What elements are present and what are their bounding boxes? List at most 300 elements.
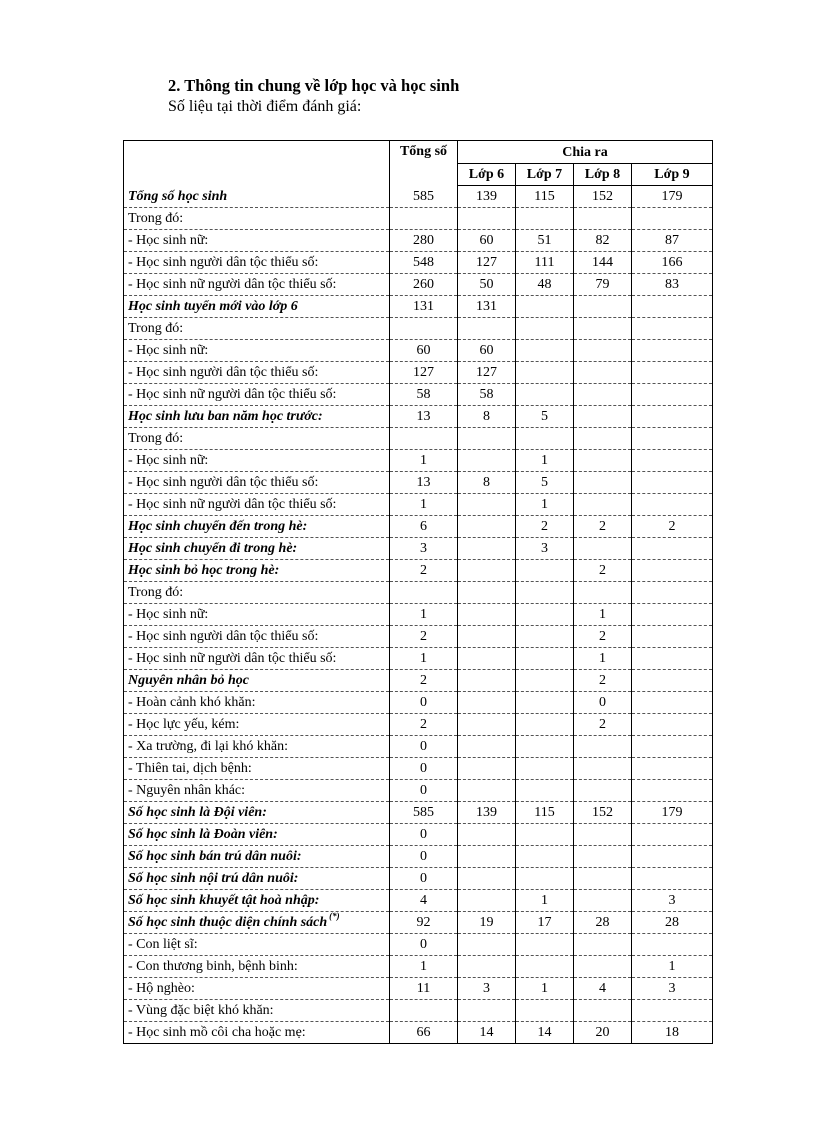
grade-value-cell <box>632 846 713 868</box>
header-total: Tổng số <box>390 141 458 186</box>
table-row <box>124 1022 713 1044</box>
total-value-cell: 1 <box>390 494 458 516</box>
grade-value-cell: 60 <box>458 340 516 362</box>
row-label: - Học sinh người dân tộc thiểu số: <box>128 365 319 380</box>
total-value-cell: 131 <box>390 296 458 318</box>
grade-value-cell: 115 <box>516 186 574 208</box>
table-row <box>124 846 713 868</box>
grade-value-cell <box>632 296 713 318</box>
grade-value-cell <box>516 1000 574 1022</box>
grade-value-cell: 1 <box>516 450 574 472</box>
grade-value-cell: 50 <box>458 274 516 296</box>
grade-value-cell <box>574 934 632 956</box>
grade-value-cell <box>516 846 574 868</box>
row-label: - Học sinh nữ: <box>128 343 209 358</box>
row-label: Trong đó: <box>128 431 184 446</box>
row-label-cell <box>124 692 390 714</box>
grade-value-cell <box>458 560 516 582</box>
grade-value-cell: 5 <box>516 406 574 428</box>
grade-value-cell <box>516 362 574 384</box>
row-label-cell <box>124 1000 390 1022</box>
row-label: - Học sinh nữ người dân tộc thiểu số: <box>128 497 337 512</box>
row-label-cell <box>124 604 390 626</box>
total-value-cell <box>390 208 458 230</box>
total-value-cell: 548 <box>390 252 458 274</box>
table-row <box>124 736 713 758</box>
row-label: Nguyên nhân bỏ học <box>128 673 249 688</box>
row-label-cell <box>124 582 390 604</box>
grade-value-cell <box>574 340 632 362</box>
row-label-cell <box>124 186 390 208</box>
grade-value-cell <box>516 692 574 714</box>
grade-value-cell <box>574 538 632 560</box>
grade-value-cell <box>632 1000 713 1022</box>
grade-value-cell <box>516 824 574 846</box>
row-label-cell <box>124 340 390 362</box>
grade-value-cell: 1 <box>516 494 574 516</box>
grade-value-cell <box>632 428 713 450</box>
table-header <box>124 141 713 186</box>
grade-value-cell <box>574 824 632 846</box>
row-label: Học sinh lưu ban năm học trước: <box>128 409 323 424</box>
grade-value-cell: 115 <box>516 802 574 824</box>
row-label-cell <box>124 318 390 340</box>
row-label: Số học sinh là Đội viên: <box>128 805 267 820</box>
grade-value-cell: 19 <box>458 912 516 934</box>
row-label-cell <box>124 516 390 538</box>
table-row <box>124 802 713 824</box>
grade-value-cell <box>458 758 516 780</box>
header-grade-9: Lớp 9 <box>632 164 713 186</box>
total-value-cell: 58 <box>390 384 458 406</box>
grade-value-cell <box>574 406 632 428</box>
total-value-cell: 3 <box>390 538 458 560</box>
grade-value-cell <box>516 670 574 692</box>
grade-value-cell <box>574 1000 632 1022</box>
grade-value-cell: 127 <box>458 362 516 384</box>
grade-value-cell: 8 <box>458 406 516 428</box>
total-value-cell <box>390 428 458 450</box>
grade-value-cell: 14 <box>458 1022 516 1044</box>
grade-value-cell <box>574 736 632 758</box>
grade-value-cell <box>632 494 713 516</box>
grade-value-cell <box>516 582 574 604</box>
grade-value-cell: 28 <box>632 912 713 934</box>
row-label-cell <box>124 824 390 846</box>
table-row <box>124 384 713 406</box>
table-row <box>124 758 713 780</box>
grade-value-cell: 152 <box>574 802 632 824</box>
grade-value-cell <box>632 824 713 846</box>
grade-value-cell <box>574 450 632 472</box>
table-row <box>124 208 713 230</box>
grade-value-cell <box>574 384 632 406</box>
row-label: Học sinh tuyển mới vào lớp 6 <box>128 299 298 314</box>
grade-value-cell <box>574 428 632 450</box>
row-label-cell <box>124 758 390 780</box>
grade-value-cell: 4 <box>574 978 632 1000</box>
grade-value-cell: 51 <box>516 230 574 252</box>
grade-value-cell <box>516 428 574 450</box>
grade-value-cell <box>574 846 632 868</box>
total-value-cell: 0 <box>390 692 458 714</box>
grade-value-cell <box>458 846 516 868</box>
grade-value-cell: 2 <box>516 516 574 538</box>
total-value-cell <box>390 1000 458 1022</box>
total-value-cell: 585 <box>390 802 458 824</box>
total-value-cell: 127 <box>390 362 458 384</box>
row-label-cell <box>124 670 390 692</box>
table-row <box>124 890 713 912</box>
table-row <box>124 428 713 450</box>
grade-value-cell <box>632 692 713 714</box>
grade-value-cell <box>632 472 713 494</box>
grade-value-cell: 144 <box>574 252 632 274</box>
table-row <box>124 582 713 604</box>
grade-value-cell <box>632 626 713 648</box>
row-label-cell <box>124 736 390 758</box>
grade-value-cell: 3 <box>632 978 713 1000</box>
row-label-cell <box>124 230 390 252</box>
grade-value-cell <box>458 516 516 538</box>
grade-value-cell <box>458 648 516 670</box>
grade-value-cell <box>458 1000 516 1022</box>
row-label-cell <box>124 802 390 824</box>
grade-value-cell <box>516 868 574 890</box>
row-label-cell <box>124 1022 390 1044</box>
grade-value-cell <box>516 318 574 340</box>
grade-value-cell <box>516 648 574 670</box>
total-value-cell: 0 <box>390 758 458 780</box>
grade-value-cell <box>632 384 713 406</box>
grade-value-cell <box>458 494 516 516</box>
grade-value-cell <box>574 758 632 780</box>
grade-value-cell <box>458 208 516 230</box>
grade-value-cell: 3 <box>516 538 574 560</box>
grade-value-cell <box>632 582 713 604</box>
row-label: Tổng số học sinh <box>128 188 228 204</box>
header-grade-6: Lớp 6 <box>458 164 516 186</box>
grade-value-cell: 2 <box>574 560 632 582</box>
table-row <box>124 670 713 692</box>
row-label: - Học sinh người dân tộc thiểu số: <box>128 255 319 270</box>
grade-value-cell: 1 <box>632 956 713 978</box>
row-label-cell <box>124 934 390 956</box>
section-subtitle: Số liệu tại thời điểm đánh giá: <box>168 98 362 115</box>
grade-value-cell: 152 <box>574 186 632 208</box>
row-label-cell <box>124 648 390 670</box>
grade-value-cell: 179 <box>632 802 713 824</box>
grade-value-cell <box>574 582 632 604</box>
header-split: Chia ra <box>458 141 713 164</box>
row-label: - Học sinh nữ người dân tộc thiểu số: <box>128 277 337 292</box>
grade-value-cell <box>516 296 574 318</box>
grade-value-cell <box>458 450 516 472</box>
grade-value-cell <box>458 604 516 626</box>
total-value-cell: 0 <box>390 780 458 802</box>
grade-value-cell <box>458 934 516 956</box>
grade-value-cell <box>458 582 516 604</box>
grade-value-cell <box>458 956 516 978</box>
row-label: - Vùng đặc biệt khó khăn: <box>128 1003 274 1018</box>
total-value-cell: 4 <box>390 890 458 912</box>
grade-value-cell <box>458 780 516 802</box>
grade-value-cell <box>632 560 713 582</box>
table-row <box>124 450 713 472</box>
grade-value-cell: 14 <box>516 1022 574 1044</box>
total-value-cell: 66 <box>390 1022 458 1044</box>
row-label-cell <box>124 494 390 516</box>
row-label-cell <box>124 890 390 912</box>
table-row <box>124 186 713 208</box>
row-label-cell <box>124 868 390 890</box>
table-row <box>124 956 713 978</box>
grade-value-cell: 58 <box>458 384 516 406</box>
grade-value-cell <box>458 692 516 714</box>
grade-value-cell <box>632 406 713 428</box>
grade-value-cell <box>632 362 713 384</box>
table-row <box>124 868 713 890</box>
grade-value-cell <box>632 934 713 956</box>
grade-value-cell <box>516 934 574 956</box>
total-value-cell: 11 <box>390 978 458 1000</box>
total-value-cell <box>390 582 458 604</box>
row-label: Học sinh bỏ học trong hè: <box>128 563 280 578</box>
grade-value-cell <box>574 362 632 384</box>
grade-value-cell <box>632 868 713 890</box>
grade-value-cell <box>632 340 713 362</box>
row-label: - Học sinh nữ người dân tộc thiểu số: <box>128 651 337 666</box>
grade-value-cell: 82 <box>574 230 632 252</box>
grade-value-cell <box>632 538 713 560</box>
grade-value-cell: 8 <box>458 472 516 494</box>
row-label: - Học sinh nữ: <box>128 607 209 622</box>
grade-value-cell <box>516 340 574 362</box>
table-row <box>124 516 713 538</box>
row-label: - Hộ nghèo: <box>128 981 195 996</box>
grade-value-cell <box>516 714 574 736</box>
row-label-cell <box>124 912 390 934</box>
grade-value-cell: 87 <box>632 230 713 252</box>
grade-value-cell <box>516 208 574 230</box>
grade-value-cell <box>516 780 574 802</box>
table-body <box>124 186 713 1044</box>
row-label-cell <box>124 384 390 406</box>
row-label: - Xa trường, đi lại khó khăn: <box>128 739 289 754</box>
grade-value-cell: 2 <box>632 516 713 538</box>
table-row <box>124 648 713 670</box>
row-label: - Con thương binh, bệnh binh: <box>128 959 298 974</box>
grade-value-cell <box>632 670 713 692</box>
header-blank-cell <box>124 141 390 186</box>
row-label-cell <box>124 560 390 582</box>
row-label: - Nguyên nhân khác: <box>128 783 246 798</box>
row-label-cell <box>124 274 390 296</box>
table-row <box>124 494 713 516</box>
grade-value-cell <box>458 868 516 890</box>
grade-value-cell <box>458 736 516 758</box>
total-value-cell: 0 <box>390 824 458 846</box>
table-row <box>124 230 713 252</box>
row-label-cell <box>124 362 390 384</box>
table-row <box>124 296 713 318</box>
grade-value-cell: 139 <box>458 802 516 824</box>
grade-value-cell <box>574 472 632 494</box>
grade-value-cell <box>516 956 574 978</box>
row-label: Trong đó: <box>128 321 184 336</box>
row-label-cell <box>124 296 390 318</box>
table-row <box>124 1000 713 1022</box>
grade-value-cell: 1 <box>516 978 574 1000</box>
total-value-cell: 0 <box>390 868 458 890</box>
row-label: - Con liệt sĩ: <box>128 937 198 952</box>
header-grade-8: Lớp 8 <box>574 164 632 186</box>
row-label: - Học sinh mồ côi cha hoặc mẹ: <box>128 1025 306 1040</box>
table-row <box>124 626 713 648</box>
total-value-cell: 1 <box>390 450 458 472</box>
row-label: Học sinh chuyển đến trong hè: <box>128 519 308 534</box>
grade-value-cell: 139 <box>458 186 516 208</box>
grade-value-cell: 18 <box>632 1022 713 1044</box>
total-value-cell: 0 <box>390 846 458 868</box>
row-label-cell <box>124 406 390 428</box>
section-title: 2. Thông tin chung về lớp học và học sinh <box>168 76 460 95</box>
table-row <box>124 692 713 714</box>
row-label: - Học sinh nữ người dân tộc thiểu số: <box>128 387 337 402</box>
grade-value-cell: 2 <box>574 670 632 692</box>
table-row <box>124 274 713 296</box>
grade-value-cell <box>516 758 574 780</box>
total-value-cell: 6 <box>390 516 458 538</box>
table-row <box>124 406 713 428</box>
row-label-cell <box>124 956 390 978</box>
table-row <box>124 560 713 582</box>
grade-value-cell <box>574 956 632 978</box>
grade-value-cell <box>458 824 516 846</box>
grade-value-cell <box>632 648 713 670</box>
grade-value-cell <box>458 626 516 648</box>
row-label: Số học sinh là Đoàn viên: <box>128 827 278 842</box>
grade-value-cell <box>574 868 632 890</box>
row-label-cell <box>124 978 390 1000</box>
grade-value-cell <box>574 208 632 230</box>
grade-value-cell <box>458 714 516 736</box>
grade-value-cell <box>574 494 632 516</box>
row-label-cell <box>124 252 390 274</box>
grade-value-cell: 1 <box>574 604 632 626</box>
row-label: - Hoàn cảnh khó khăn: <box>128 695 256 710</box>
total-value-cell: 2 <box>390 560 458 582</box>
total-value-cell <box>390 318 458 340</box>
table-row <box>124 978 713 1000</box>
footnote-marker: (*) <box>329 911 340 921</box>
total-value-cell: 1 <box>390 648 458 670</box>
row-label: Số học sinh nội trú dân nuôi: <box>128 871 299 886</box>
row-label: - Học lực yếu, kém: <box>128 717 240 732</box>
total-value-cell: 1 <box>390 604 458 626</box>
grade-value-cell <box>516 604 574 626</box>
total-value-cell: 2 <box>390 626 458 648</box>
grade-value-cell: 0 <box>574 692 632 714</box>
row-label-cell <box>124 714 390 736</box>
row-label: Trong đó: <box>128 211 184 226</box>
total-value-cell: 260 <box>390 274 458 296</box>
grade-value-cell: 1 <box>574 648 632 670</box>
grade-value-cell: 79 <box>574 274 632 296</box>
table-row <box>124 912 713 934</box>
total-value-cell: 0 <box>390 736 458 758</box>
grade-value-cell <box>574 318 632 340</box>
grade-value-cell <box>632 318 713 340</box>
grade-value-cell: 131 <box>458 296 516 318</box>
row-label-cell <box>124 472 390 494</box>
row-label-cell <box>124 780 390 802</box>
grade-value-cell <box>516 384 574 406</box>
total-value-cell: 92 <box>390 912 458 934</box>
table-row <box>124 824 713 846</box>
grade-value-cell: 2 <box>574 516 632 538</box>
row-label: - Học sinh nữ: <box>128 453 209 468</box>
total-value-cell: 60 <box>390 340 458 362</box>
table-row <box>124 362 713 384</box>
grade-value-cell: 60 <box>458 230 516 252</box>
student-statistics-table <box>123 140 713 1044</box>
grade-value-cell <box>458 890 516 912</box>
grade-value-cell: 83 <box>632 274 713 296</box>
table-row <box>124 472 713 494</box>
table-row <box>124 714 713 736</box>
grade-value-cell <box>632 714 713 736</box>
row-label: Trong đó: <box>128 585 184 600</box>
grade-value-cell: 166 <box>632 252 713 274</box>
grade-value-cell: 28 <box>574 912 632 934</box>
total-value-cell: 2 <box>390 714 458 736</box>
table-row <box>124 604 713 626</box>
total-value-cell: 13 <box>390 472 458 494</box>
row-label: - Học sinh nữ: <box>128 233 209 248</box>
grade-value-cell: 127 <box>458 252 516 274</box>
grade-value-cell: 2 <box>574 626 632 648</box>
row-label-cell <box>124 428 390 450</box>
grade-value-cell: 5 <box>516 472 574 494</box>
grade-value-cell: 2 <box>574 714 632 736</box>
grade-value-cell <box>632 780 713 802</box>
grade-value-cell: 111 <box>516 252 574 274</box>
row-label: - Thiên tai, dịch bệnh: <box>128 761 252 776</box>
row-label: Học sinh chuyển đi trong hè: <box>128 541 298 556</box>
grade-value-cell: 3 <box>632 890 713 912</box>
table-row <box>124 780 713 802</box>
grade-value-cell: 17 <box>516 912 574 934</box>
row-label: - Học sinh người dân tộc thiểu số: <box>128 629 319 644</box>
grade-value-cell <box>516 626 574 648</box>
row-label-cell <box>124 450 390 472</box>
row-label-cell <box>124 846 390 868</box>
grade-value-cell: 20 <box>574 1022 632 1044</box>
table-row <box>124 340 713 362</box>
row-label: Số học sinh bán trú dân nuôi: <box>128 849 302 864</box>
total-value-cell: 13 <box>390 406 458 428</box>
table-row <box>124 934 713 956</box>
grade-value-cell <box>458 670 516 692</box>
total-value-cell: 0 <box>390 934 458 956</box>
grade-value-cell <box>458 318 516 340</box>
grade-value-cell <box>632 208 713 230</box>
grade-value-cell <box>458 428 516 450</box>
grade-value-cell <box>632 604 713 626</box>
grade-value-cell: 1 <box>516 890 574 912</box>
table-row <box>124 318 713 340</box>
